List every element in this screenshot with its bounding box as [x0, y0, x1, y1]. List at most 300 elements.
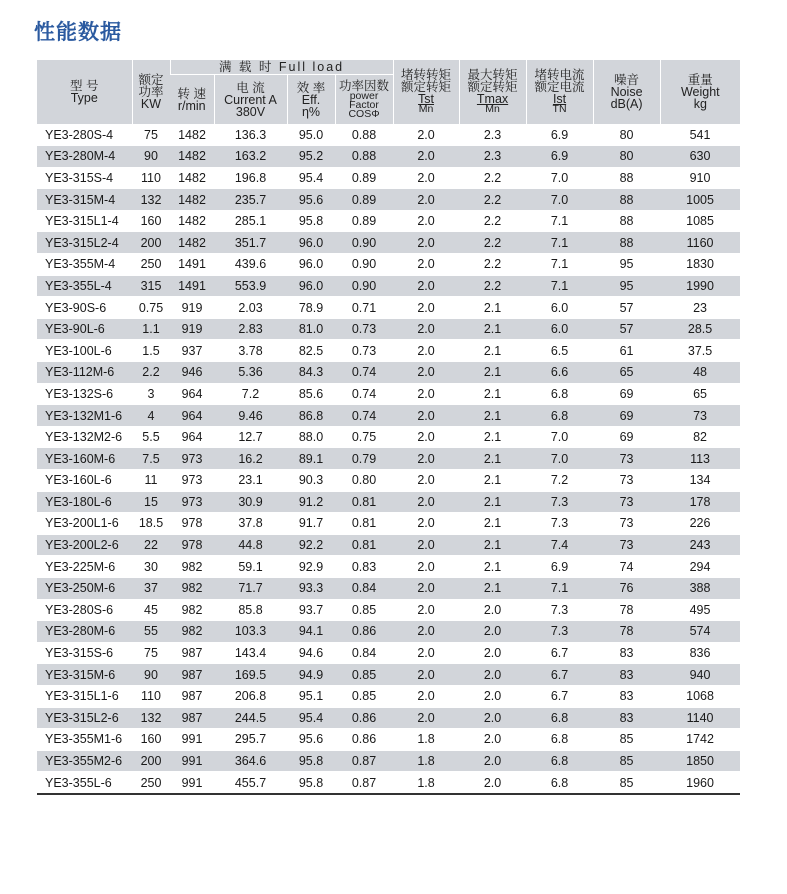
cell-efficiency: 78.9 — [287, 297, 335, 319]
cell-speed: 964 — [170, 426, 214, 448]
cell-locked-torque: 2.0 — [393, 340, 459, 362]
cell-power: 30 — [132, 556, 170, 578]
cell-noise: 78 — [593, 621, 660, 643]
cell-locked-current: 7.0 — [526, 189, 593, 211]
cell-model: YE3-355L-4 — [37, 275, 132, 297]
cell-noise: 57 — [593, 297, 660, 319]
performance-data-table — [37, 60, 740, 795]
cell-speed: 982 — [170, 577, 214, 599]
cell-efficiency: 93.3 — [287, 577, 335, 599]
cell-locked-torque: 2.0 — [393, 448, 459, 470]
cell-speed: 991 — [170, 750, 214, 772]
cell-max-torque: 2.3 — [459, 124, 526, 146]
cell-noise: 85 — [593, 729, 660, 751]
cell-power-factor: 0.74 — [335, 405, 393, 427]
cell-power-factor: 0.89 — [335, 167, 393, 189]
cell-power-factor: 0.86 — [335, 707, 393, 729]
cell-max-torque: 2.1 — [459, 470, 526, 492]
cell-locked-torque: 2.0 — [393, 685, 459, 707]
cell-locked-torque: 2.0 — [393, 405, 459, 427]
cell-locked-current: 6.9 — [526, 146, 593, 168]
cell-efficiency: 89.1 — [287, 448, 335, 470]
cell-power: 1.5 — [132, 340, 170, 362]
cell-weight: 1005 — [660, 189, 740, 211]
cell-current: 206.8 — [214, 685, 287, 707]
cell-speed: 987 — [170, 707, 214, 729]
cell-locked-current: 7.0 — [526, 448, 593, 470]
cell-current: 169.5 — [214, 664, 287, 686]
cell-locked-torque: 2.0 — [393, 383, 459, 405]
cell-weight: 388 — [660, 577, 740, 599]
cell-noise: 85 — [593, 772, 660, 794]
cell-power: 3 — [132, 383, 170, 405]
cell-current: 16.2 — [214, 448, 287, 470]
cell-efficiency: 95.6 — [287, 189, 335, 211]
cell-locked-current: 6.8 — [526, 707, 593, 729]
cell-model: YE3-280S-4 — [37, 124, 132, 146]
cell-weight: 1085 — [660, 210, 740, 232]
cell-efficiency: 91.7 — [287, 513, 335, 535]
cell-efficiency: 90.3 — [287, 470, 335, 492]
cell-max-torque: 2.0 — [459, 621, 526, 643]
header-weight: 重量 Weight kg — [660, 60, 740, 124]
cell-max-torque: 2.2 — [459, 254, 526, 276]
cell-efficiency: 82.5 — [287, 340, 335, 362]
cell-max-torque: 2.1 — [459, 362, 526, 384]
cell-power-factor: 0.86 — [335, 621, 393, 643]
cell-noise: 73 — [593, 513, 660, 535]
cell-weight: 836 — [660, 642, 740, 664]
cell-noise: 95 — [593, 275, 660, 297]
cell-current: 2.03 — [214, 297, 287, 319]
cell-efficiency: 86.8 — [287, 405, 335, 427]
cell-efficiency: 94.9 — [287, 664, 335, 686]
cell-locked-current: 7.0 — [526, 167, 593, 189]
cell-noise: 73 — [593, 491, 660, 513]
cell-current: 9.46 — [214, 405, 287, 427]
cell-model: YE3-160M-6 — [37, 448, 132, 470]
cell-current: 23.1 — [214, 470, 287, 492]
cell-efficiency: 96.0 — [287, 254, 335, 276]
cell-locked-torque: 2.0 — [393, 232, 459, 254]
cell-efficiency: 81.0 — [287, 318, 335, 340]
cell-max-torque: 2.0 — [459, 772, 526, 794]
header-speed: 转 速 r/min — [170, 75, 214, 125]
cell-current: 136.3 — [214, 124, 287, 146]
cell-power: 45 — [132, 599, 170, 621]
cell-current: 163.2 — [214, 146, 287, 168]
cell-speed: 991 — [170, 729, 214, 751]
cell-speed: 1482 — [170, 124, 214, 146]
cell-power: 200 — [132, 750, 170, 772]
cell-current: 295.7 — [214, 729, 287, 751]
cell-noise: 65 — [593, 362, 660, 384]
cell-efficiency: 95.8 — [287, 772, 335, 794]
cell-locked-current: 7.1 — [526, 577, 593, 599]
cell-efficiency: 94.6 — [287, 642, 335, 664]
table-row — [37, 297, 740, 319]
cell-model: YE3-90S-6 — [37, 297, 132, 319]
table-row — [37, 232, 740, 254]
cell-locked-current: 7.1 — [526, 275, 593, 297]
cell-locked-torque: 2.0 — [393, 491, 459, 513]
cell-locked-current: 6.7 — [526, 642, 593, 664]
cell-model: YE3-160L-6 — [37, 470, 132, 492]
cell-efficiency: 93.7 — [287, 599, 335, 621]
cell-weight: 1068 — [660, 685, 740, 707]
cell-current: 351.7 — [214, 232, 287, 254]
cell-weight: 541 — [660, 124, 740, 146]
cell-power-factor: 0.88 — [335, 146, 393, 168]
table-row — [37, 383, 740, 405]
cell-power-factor: 0.87 — [335, 750, 393, 772]
cell-efficiency: 91.2 — [287, 491, 335, 513]
cell-max-torque: 2.2 — [459, 275, 526, 297]
cell-weight: 113 — [660, 448, 740, 470]
cell-locked-current: 6.7 — [526, 664, 593, 686]
table-row — [37, 146, 740, 168]
cell-efficiency: 95.4 — [287, 167, 335, 189]
cell-speed: 973 — [170, 491, 214, 513]
cell-efficiency: 94.1 — [287, 621, 335, 643]
cell-locked-current: 7.3 — [526, 491, 593, 513]
cell-power-factor: 0.85 — [335, 685, 393, 707]
header-max-torque: 最大转矩 额定转矩 Tmax Mn — [459, 60, 526, 124]
cell-model: YE3-200L2-6 — [37, 534, 132, 556]
cell-noise: 88 — [593, 232, 660, 254]
cell-current: 2.83 — [214, 318, 287, 340]
cell-model: YE3-315S-6 — [37, 642, 132, 664]
page-title: 性能数据 — [34, 20, 122, 44]
cell-power-factor: 0.88 — [335, 124, 393, 146]
cell-power: 250 — [132, 772, 170, 794]
cell-locked-torque: 2.0 — [393, 210, 459, 232]
cell-speed: 919 — [170, 318, 214, 340]
cell-max-torque: 2.1 — [459, 426, 526, 448]
cell-model: YE3-200L1-6 — [37, 513, 132, 535]
cell-power-factor: 0.89 — [335, 189, 393, 211]
table-row — [37, 685, 740, 707]
table-row — [37, 275, 740, 297]
cell-locked-torque: 2.0 — [393, 664, 459, 686]
cell-locked-torque: 2.0 — [393, 470, 459, 492]
cell-noise: 73 — [593, 470, 660, 492]
cell-power-factor: 0.84 — [335, 577, 393, 599]
cell-locked-torque: 2.0 — [393, 426, 459, 448]
cell-power: 110 — [132, 685, 170, 707]
cell-power-factor: 0.90 — [335, 232, 393, 254]
table-body — [37, 124, 740, 794]
cell-locked-torque: 2.0 — [393, 707, 459, 729]
cell-weight: 243 — [660, 534, 740, 556]
cell-weight: 178 — [660, 491, 740, 513]
cell-locked-torque: 2.0 — [393, 556, 459, 578]
cell-locked-torque: 2.0 — [393, 275, 459, 297]
cell-current: 59.1 — [214, 556, 287, 578]
cell-power: 132 — [132, 189, 170, 211]
cell-locked-torque: 2.0 — [393, 167, 459, 189]
table-row — [37, 772, 740, 794]
cell-speed: 964 — [170, 383, 214, 405]
cell-speed: 987 — [170, 685, 214, 707]
cell-noise: 69 — [593, 405, 660, 427]
cell-max-torque: 2.0 — [459, 642, 526, 664]
cell-efficiency: 95.1 — [287, 685, 335, 707]
cell-noise: 88 — [593, 167, 660, 189]
cell-efficiency: 95.6 — [287, 729, 335, 751]
cell-locked-torque: 1.8 — [393, 750, 459, 772]
cell-model: YE3-315L1-6 — [37, 685, 132, 707]
cell-noise: 83 — [593, 685, 660, 707]
cell-model: YE3-315S-4 — [37, 167, 132, 189]
cell-max-torque: 2.0 — [459, 729, 526, 751]
table-header — [37, 60, 740, 124]
table-row — [37, 642, 740, 664]
cell-speed: 1491 — [170, 275, 214, 297]
cell-efficiency: 88.0 — [287, 426, 335, 448]
cell-max-torque: 2.3 — [459, 146, 526, 168]
header-power: 额定 功率 KW — [132, 60, 170, 124]
cell-power-factor: 0.74 — [335, 383, 393, 405]
cell-noise: 73 — [593, 534, 660, 556]
header-full-load-group: 满 载 时 Full load — [170, 60, 393, 75]
cell-locked-torque: 2.0 — [393, 254, 459, 276]
table-row — [37, 750, 740, 772]
cell-power: 132 — [132, 707, 170, 729]
table-row — [37, 621, 740, 643]
table-row — [37, 210, 740, 232]
cell-power: 18.5 — [132, 513, 170, 535]
cell-power-factor: 0.81 — [335, 491, 393, 513]
cell-weight: 48 — [660, 362, 740, 384]
cell-efficiency: 96.0 — [287, 275, 335, 297]
cell-power-factor: 0.73 — [335, 340, 393, 362]
cell-current: 37.8 — [214, 513, 287, 535]
table-row — [37, 340, 740, 362]
cell-efficiency: 92.9 — [287, 556, 335, 578]
cell-speed: 946 — [170, 362, 214, 384]
cell-noise: 80 — [593, 124, 660, 146]
cell-power: 110 — [132, 167, 170, 189]
cell-locked-current: 6.7 — [526, 685, 593, 707]
cell-locked-torque: 2.0 — [393, 577, 459, 599]
cell-speed: 1491 — [170, 254, 214, 276]
cell-model: YE3-355M-4 — [37, 254, 132, 276]
cell-weight: 226 — [660, 513, 740, 535]
cell-noise: 83 — [593, 642, 660, 664]
cell-model: YE3-315L1-4 — [37, 210, 132, 232]
cell-current: 439.6 — [214, 254, 287, 276]
cell-current: 235.7 — [214, 189, 287, 211]
cell-weight: 28.5 — [660, 318, 740, 340]
cell-power: 2.2 — [132, 362, 170, 384]
cell-speed: 964 — [170, 405, 214, 427]
cell-power: 75 — [132, 642, 170, 664]
cell-weight: 1160 — [660, 232, 740, 254]
cell-power: 5.5 — [132, 426, 170, 448]
cell-weight: 134 — [660, 470, 740, 492]
cell-max-torque: 2.1 — [459, 383, 526, 405]
cell-noise: 78 — [593, 599, 660, 621]
cell-weight: 630 — [660, 146, 740, 168]
cell-speed: 978 — [170, 534, 214, 556]
table-row — [37, 405, 740, 427]
cell-model: YE3-315L2-6 — [37, 707, 132, 729]
cell-noise: 69 — [593, 426, 660, 448]
cell-speed: 919 — [170, 297, 214, 319]
cell-power: 55 — [132, 621, 170, 643]
cell-max-torque: 2.1 — [459, 577, 526, 599]
cell-locked-torque: 2.0 — [393, 124, 459, 146]
cell-max-torque: 2.1 — [459, 448, 526, 470]
cell-weight: 1990 — [660, 275, 740, 297]
cell-weight: 294 — [660, 556, 740, 578]
cell-noise: 85 — [593, 750, 660, 772]
cell-noise: 76 — [593, 577, 660, 599]
cell-speed: 1482 — [170, 232, 214, 254]
cell-current: 103.3 — [214, 621, 287, 643]
cell-locked-torque: 2.0 — [393, 599, 459, 621]
cell-locked-current: 6.0 — [526, 318, 593, 340]
cell-efficiency: 96.0 — [287, 232, 335, 254]
cell-power-factor: 0.90 — [335, 254, 393, 276]
cell-power-factor: 0.73 — [335, 318, 393, 340]
cell-power-factor: 0.80 — [335, 470, 393, 492]
cell-locked-current: 7.1 — [526, 232, 593, 254]
cell-power: 37 — [132, 577, 170, 599]
cell-noise: 83 — [593, 664, 660, 686]
cell-speed: 1482 — [170, 210, 214, 232]
cell-locked-current: 6.5 — [526, 340, 593, 362]
cell-weight: 65 — [660, 383, 740, 405]
cell-locked-current: 7.3 — [526, 621, 593, 643]
cell-power-factor: 0.83 — [335, 556, 393, 578]
cell-speed: 973 — [170, 470, 214, 492]
cell-noise: 88 — [593, 210, 660, 232]
cell-power-factor: 0.86 — [335, 729, 393, 751]
cell-power-factor: 0.79 — [335, 448, 393, 470]
header-model: 型 号 Type — [37, 60, 132, 124]
cell-model: YE3-355L-6 — [37, 772, 132, 794]
cell-current: 7.2 — [214, 383, 287, 405]
table-row — [37, 707, 740, 729]
cell-current: 3.78 — [214, 340, 287, 362]
table-row — [37, 664, 740, 686]
cell-locked-torque: 2.0 — [393, 297, 459, 319]
cell-max-torque: 2.2 — [459, 232, 526, 254]
cell-current: 455.7 — [214, 772, 287, 794]
cell-max-torque: 2.0 — [459, 685, 526, 707]
cell-locked-current: 6.9 — [526, 124, 593, 146]
cell-model: YE3-250M-6 — [37, 577, 132, 599]
cell-locked-torque: 1.8 — [393, 772, 459, 794]
cell-locked-current: 6.8 — [526, 772, 593, 794]
cell-power-factor: 0.71 — [335, 297, 393, 319]
cell-locked-current: 6.8 — [526, 405, 593, 427]
cell-weight: 1140 — [660, 707, 740, 729]
cell-current: 44.8 — [214, 534, 287, 556]
cell-speed: 987 — [170, 664, 214, 686]
cell-model: YE3-100L-6 — [37, 340, 132, 362]
table-row — [37, 167, 740, 189]
cell-power-factor: 0.75 — [335, 426, 393, 448]
cell-locked-torque: 2.0 — [393, 146, 459, 168]
cell-locked-torque: 2.0 — [393, 642, 459, 664]
cell-noise: 73 — [593, 448, 660, 470]
cell-locked-current: 6.6 — [526, 362, 593, 384]
cell-model: YE3-280M-4 — [37, 146, 132, 168]
cell-power-factor: 0.90 — [335, 275, 393, 297]
cell-power-factor: 0.74 — [335, 362, 393, 384]
cell-speed: 973 — [170, 448, 214, 470]
cell-locked-current: 7.2 — [526, 470, 593, 492]
cell-power: 250 — [132, 254, 170, 276]
cell-weight: 82 — [660, 426, 740, 448]
cell-current: 553.9 — [214, 275, 287, 297]
table-row — [37, 556, 740, 578]
cell-power: 0.75 — [132, 297, 170, 319]
cell-max-torque: 2.1 — [459, 340, 526, 362]
cell-locked-current: 7.1 — [526, 210, 593, 232]
cell-efficiency: 95.8 — [287, 210, 335, 232]
cell-weight: 1850 — [660, 750, 740, 772]
cell-model: YE3-132S-6 — [37, 383, 132, 405]
cell-power-factor: 0.81 — [335, 534, 393, 556]
table-row — [37, 470, 740, 492]
header-current: 电 流 Current A 380V — [214, 75, 287, 125]
table-row — [37, 534, 740, 556]
cell-locked-current: 7.3 — [526, 599, 593, 621]
cell-max-torque: 2.1 — [459, 405, 526, 427]
header-efficiency: 效 率 Eff. η% — [287, 75, 335, 125]
cell-current: 364.6 — [214, 750, 287, 772]
cell-max-torque: 2.2 — [459, 167, 526, 189]
cell-max-torque: 2.0 — [459, 750, 526, 772]
cell-weight: 910 — [660, 167, 740, 189]
cell-efficiency: 92.2 — [287, 534, 335, 556]
cell-speed: 982 — [170, 621, 214, 643]
cell-locked-torque: 2.0 — [393, 362, 459, 384]
cell-current: 143.4 — [214, 642, 287, 664]
cell-weight: 1830 — [660, 254, 740, 276]
table-row — [37, 426, 740, 448]
header-locked-current: 堵转电流 额定电流 Ist TN — [526, 60, 593, 124]
cell-power-factor: 0.87 — [335, 772, 393, 794]
cell-model: YE3-90L-6 — [37, 318, 132, 340]
cell-speed: 937 — [170, 340, 214, 362]
cell-power: 90 — [132, 146, 170, 168]
cell-max-torque: 2.0 — [459, 707, 526, 729]
cell-max-torque: 2.1 — [459, 318, 526, 340]
cell-max-torque: 2.0 — [459, 664, 526, 686]
cell-locked-torque: 2.0 — [393, 534, 459, 556]
table-row — [37, 577, 740, 599]
cell-weight: 37.5 — [660, 340, 740, 362]
cell-max-torque: 2.1 — [459, 491, 526, 513]
cell-power: 7.5 — [132, 448, 170, 470]
cell-efficiency: 95.2 — [287, 146, 335, 168]
cell-efficiency: 84.3 — [287, 362, 335, 384]
cell-speed: 982 — [170, 556, 214, 578]
table-row — [37, 448, 740, 470]
cell-noise: 80 — [593, 146, 660, 168]
cell-locked-current: 7.4 — [526, 534, 593, 556]
cell-efficiency: 95.4 — [287, 707, 335, 729]
header-noise: 噪音 Noise dB(A) — [593, 60, 660, 124]
cell-model: YE3-280M-6 — [37, 621, 132, 643]
header-locked-torque: 堵转转矩 额定转矩 Tst Mn — [393, 60, 459, 124]
cell-noise: 74 — [593, 556, 660, 578]
